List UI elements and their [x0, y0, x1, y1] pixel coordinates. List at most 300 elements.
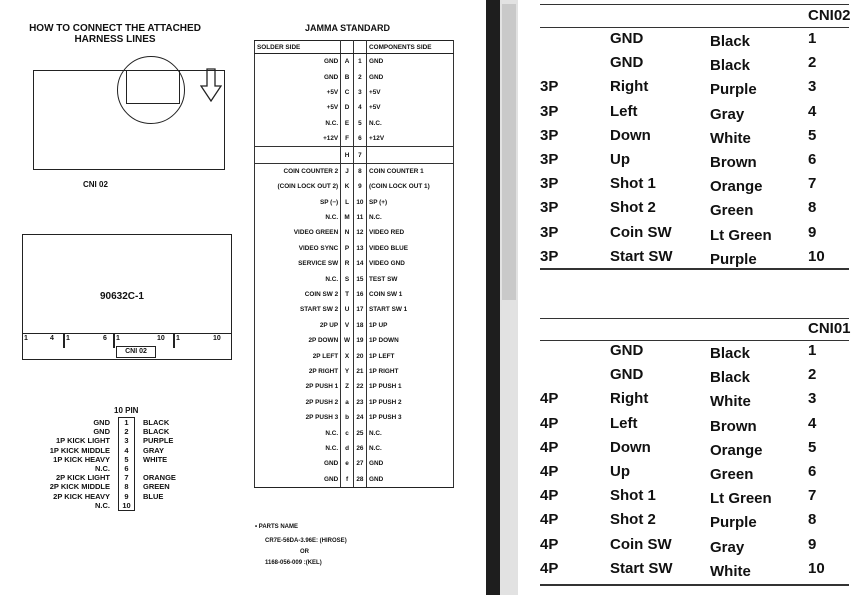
wiring-row	[540, 342, 849, 366]
component-pin-number: 8	[353, 163, 366, 179]
player-label: 4P	[540, 463, 559, 480]
pin-number: 4	[808, 414, 817, 432]
component-signal: 1P PUSH 1	[366, 379, 453, 394]
parts-name-line: 1168-056-009 :(KEL)	[265, 560, 322, 566]
component-signal: +12V	[366, 131, 453, 147]
table-header-rule	[540, 340, 849, 341]
component-pin-number: 28	[353, 472, 366, 488]
component-pin-number: 22	[353, 379, 366, 394]
wiring-row	[540, 151, 849, 175]
component-signal: 1P DOWN	[366, 333, 453, 348]
solder-pin-letter: Z	[341, 379, 354, 394]
jamma-row	[255, 318, 454, 333]
pin-number: 10	[213, 335, 221, 342]
pin-number: 4	[124, 445, 129, 455]
solder-pin-letter: V	[341, 318, 354, 333]
components-side-header: COMPONENTS SIDE	[366, 41, 453, 54]
pin-number: 3	[808, 78, 817, 96]
pin-number: 1	[24, 335, 28, 342]
wire-color: Green	[710, 202, 754, 220]
wiring-row	[540, 54, 849, 78]
wiring-row	[540, 127, 849, 151]
wiring-row	[540, 366, 849, 390]
pin-number: 10	[122, 500, 131, 510]
jamma-row	[255, 131, 454, 147]
wiring-row	[540, 224, 849, 248]
component-signal: +5V	[366, 85, 453, 100]
player-label: 4P	[540, 535, 559, 553]
table-top-rule	[540, 4, 849, 5]
connector-tag: CNI 02	[116, 346, 156, 358]
jamma-row	[255, 210, 454, 225]
wire-color: White	[710, 562, 751, 580]
wire-color: BLUE	[143, 491, 164, 501]
solder-pin-letter: P	[341, 241, 354, 256]
jamma-row	[255, 456, 454, 471]
wiring-row	[540, 199, 849, 223]
wire-color: BLACK	[143, 418, 170, 427]
pcb-connector-label: CNI 02	[83, 180, 108, 189]
jamma-row	[255, 116, 454, 131]
jamma-pinout-table	[254, 40, 454, 488]
wire-color: GRAY	[143, 445, 164, 455]
solder-signal: 2P PUSH 1	[255, 379, 341, 394]
jamma-row	[255, 256, 454, 271]
signal-label: N.C.	[95, 464, 110, 474]
solder-pin-letter: W	[341, 333, 354, 348]
solder-pin-letter: S	[341, 271, 354, 286]
player-label: 4P	[540, 438, 559, 456]
component-pin-number: 7	[353, 147, 366, 163]
solder-pin-letter: A	[341, 54, 354, 70]
component-pin-number: 19	[353, 333, 366, 348]
component-pin-number: 27	[353, 456, 366, 471]
component-signal: VIDEO GND	[366, 256, 453, 271]
wire-color: Lt Green	[710, 490, 772, 508]
pin-number: 4	[50, 335, 54, 342]
solder-signal: (COIN LOCK OUT 2)	[255, 179, 341, 194]
solder-pin-letter: Y	[341, 364, 354, 379]
function-label: Start SW	[610, 247, 673, 265]
component-pin-number: 13	[353, 241, 366, 256]
wiring-row	[540, 439, 849, 463]
pin-number: 7	[808, 175, 817, 193]
solder-signal: 2P PUSH 2	[255, 395, 341, 410]
jamma-row	[255, 302, 454, 317]
solder-signal: N.C.	[255, 441, 341, 456]
function-label: Shot 2	[610, 511, 656, 529]
jamma-row	[255, 100, 454, 115]
solder-pin-letter: a	[341, 395, 354, 410]
solder-signal: SERVICE SW	[255, 256, 341, 271]
jamma-row	[255, 69, 454, 84]
pin-number: 1	[176, 335, 180, 342]
solder-signal: N.C.	[255, 425, 341, 440]
board-part-number: 90632C-1	[100, 291, 144, 302]
component-signal: 1P PUSH 2	[366, 395, 453, 410]
pin-number: 2	[808, 366, 817, 384]
pin-number: 1	[116, 335, 120, 342]
player-label: 3P	[540, 102, 559, 120]
wire-color: Brown	[710, 417, 757, 435]
solder-pin-letter: b	[341, 410, 354, 425]
wiring-row	[540, 175, 849, 199]
component-pin-number: 9	[353, 179, 366, 194]
wire-color	[143, 464, 176, 473]
solder-pin-letter: C	[341, 85, 354, 100]
parts-name-or: OR	[300, 549, 309, 555]
solder-signal: N.C.	[255, 210, 341, 225]
ten-pin-signals	[18, 418, 110, 510]
jamma-row	[255, 241, 454, 256]
pin-number: 2	[808, 54, 817, 72]
function-label: Coin SW	[610, 535, 672, 553]
component-signal: SP (+)	[366, 195, 453, 210]
pin-number: 8	[124, 482, 129, 492]
function-label: Coin SW	[610, 223, 672, 241]
wire-color: White	[710, 393, 751, 411]
parts-name-line: CR7E-56DA-3.96E: (HIROSE)	[265, 538, 347, 544]
function-label: GND	[610, 342, 644, 359]
component-pin-number: 12	[353, 225, 366, 240]
pin-number: 3	[808, 390, 817, 408]
component-signal: COIN COUNTER 1	[366, 163, 453, 179]
wiring-row	[540, 103, 849, 127]
wire-color: PURPLE	[143, 436, 174, 446]
player-label: 3P	[540, 223, 559, 241]
function-label: Right	[610, 78, 649, 96]
solder-pin-letter: F	[341, 131, 354, 147]
component-signal: N.C.	[366, 116, 453, 131]
wiring-row	[540, 30, 849, 54]
component-pin-number: 24	[353, 410, 366, 425]
solder-pin-letter: c	[341, 425, 354, 440]
solder-pin-letter: L	[341, 195, 354, 210]
table-header-rule	[540, 27, 849, 28]
player-label: 4P	[540, 559, 559, 577]
player-label: 4P	[540, 511, 559, 529]
function-label: Shot 1	[610, 487, 656, 505]
wire-color: Brown	[710, 154, 757, 171]
table-title: CNI01	[808, 320, 851, 337]
table-bottom-rule	[540, 584, 849, 586]
solder-signal: SP (−)	[255, 195, 341, 210]
solder-pin-letter: f	[341, 472, 354, 488]
wire-color: Black	[710, 33, 751, 50]
function-label: Up	[610, 151, 630, 168]
howto-title: HOW TO CONNECT THE ATTACHED HARNESS LINES	[29, 23, 201, 45]
component-pin-number: 25	[353, 425, 366, 440]
function-label: Shot 2	[610, 199, 656, 217]
component-signal: N.C.	[366, 425, 453, 440]
solder-pin-letter: T	[341, 287, 354, 302]
signal-label: 1P KICK HEAVY	[53, 454, 110, 464]
wiring-row	[540, 511, 849, 535]
wire-color: Purple	[710, 250, 757, 268]
wire-color: GREEN	[143, 482, 170, 492]
component-pin-number: 2	[353, 69, 366, 84]
solder-pin-letter: B	[341, 69, 354, 84]
pin-number: 10	[808, 247, 825, 265]
component-signal: N.C.	[366, 441, 453, 456]
wire-color: Black	[710, 345, 751, 362]
wire-color: Gray	[710, 105, 745, 123]
component-pin-number: 18	[353, 318, 366, 333]
solder-signal: GND	[255, 456, 341, 471]
component-pin-number: 3	[353, 85, 366, 100]
signal-label: 2P KICK LIGHT	[55, 473, 110, 483]
wire-color: Purple	[710, 81, 757, 99]
pin-number: 10	[157, 335, 165, 342]
solder-signal: GND	[255, 69, 341, 84]
player-label: 4P	[540, 390, 559, 408]
player-label: 3P	[540, 175, 559, 193]
solder-pin-letter: X	[341, 348, 354, 363]
pin-number: 5	[124, 454, 129, 464]
wire-color: White	[710, 129, 751, 147]
jamma-row	[255, 85, 454, 100]
component-signal: 1P PUSH 3	[366, 410, 453, 425]
solder-signal: +12V	[255, 131, 341, 147]
component-pin-number: 11	[353, 210, 366, 225]
jamma-title: JAMMA STANDARD	[305, 23, 390, 33]
function-label: GND	[610, 366, 644, 384]
signal-label: GND	[93, 418, 110, 427]
solder-pin-letter: E	[341, 116, 354, 131]
solder-pin-letter: N	[341, 225, 354, 240]
jamma-row	[255, 364, 454, 379]
jamma-row	[255, 287, 454, 302]
component-pin-number: 10	[353, 195, 366, 210]
player-label: 4P	[540, 414, 559, 432]
pin-number: 4	[808, 102, 817, 120]
component-signal: GND	[366, 69, 453, 84]
solder-signal: +5V	[255, 85, 341, 100]
wire-color: Purple	[710, 514, 757, 532]
wiring-row	[540, 248, 849, 272]
signal-label: N.C.	[95, 500, 110, 510]
wire-color: BLACK	[143, 427, 170, 437]
pin-number: 7	[124, 473, 129, 483]
pin-number: 3	[124, 436, 129, 446]
solder-pin-letter: e	[341, 456, 354, 471]
component-pin-number: 20	[353, 348, 366, 363]
solder-signal: VIDEO GREEN	[255, 225, 341, 240]
solder-signal: 2P DOWN	[255, 333, 341, 348]
component-signal: VIDEO RED	[366, 225, 453, 240]
function-label: Shot 1	[610, 175, 656, 193]
component-signal: START SW 1	[366, 302, 453, 317]
page-gutter	[486, 0, 500, 595]
jamma-row	[255, 472, 454, 488]
function-label: Left	[610, 102, 638, 120]
wire-color: Gray	[710, 538, 745, 556]
solder-signal: +5V	[255, 100, 341, 115]
component-signal: GND	[366, 472, 453, 488]
pin-number: 1	[124, 418, 129, 427]
connector-outline	[126, 70, 180, 104]
pin-number: 5	[808, 126, 817, 144]
player-label: 3P	[540, 247, 559, 265]
component-pin-number: 1	[353, 54, 366, 70]
pin-number: 1	[66, 335, 70, 342]
pin-number: 8	[808, 511, 817, 529]
component-signal: 1P RIGHT	[366, 364, 453, 379]
player-label: 3P	[540, 199, 559, 217]
table-top-rule	[540, 318, 849, 319]
pin-number: 9	[808, 535, 817, 553]
pin-number: 10	[808, 559, 825, 577]
wire-color: Orange	[710, 178, 763, 196]
pin-number: 9	[808, 223, 817, 241]
component-signal	[366, 147, 453, 163]
solder-side-header: SOLDER SIDE	[255, 41, 341, 54]
jamma-row	[255, 379, 454, 394]
wiring-row	[540, 463, 849, 487]
wiring-row	[540, 78, 849, 102]
jamma-row	[255, 147, 454, 163]
component-signal: VIDEO BLUE	[366, 241, 453, 256]
pin-number: 7	[808, 487, 817, 505]
solder-pin-letter: K	[341, 179, 354, 194]
pin-number: 5	[808, 438, 817, 456]
wire-color: Black	[710, 57, 751, 75]
cni02-wiring-table	[540, 0, 849, 272]
wiring-row	[540, 390, 849, 414]
signal-label: GND	[93, 427, 110, 437]
function-label: GND	[610, 30, 644, 47]
player-label: 4P	[540, 487, 559, 505]
component-signal: GND	[366, 54, 453, 70]
jamma-row	[255, 333, 454, 348]
table-title: CNI02	[808, 7, 851, 24]
component-signal: GND	[366, 456, 453, 471]
jamma-row	[255, 441, 454, 456]
solder-pin-letter: J	[341, 163, 354, 179]
ten-pin-numbers	[118, 417, 135, 511]
arrow-down-icon	[200, 68, 222, 102]
pin-number: 8	[808, 199, 817, 217]
component-signal: +5V	[366, 100, 453, 115]
wire-color	[143, 501, 176, 510]
wiring-row	[540, 536, 849, 560]
component-signal: COIN SW 1	[366, 287, 453, 302]
pin-header-1	[22, 333, 64, 348]
solder-pin-letter: d	[341, 441, 354, 456]
component-signal: N.C.	[366, 210, 453, 225]
solder-signal: COIN COUNTER 2	[255, 163, 341, 179]
solder-pin-letter: D	[341, 100, 354, 115]
jamma-row	[255, 54, 454, 70]
component-pin-number: 17	[353, 302, 366, 317]
wiring-row	[540, 487, 849, 511]
solder-signal: VIDEO SYNC	[255, 241, 341, 256]
solder-signal	[255, 147, 341, 163]
jamma-row	[255, 395, 454, 410]
jamma-row	[255, 195, 454, 210]
scrollbar-thumb[interactable]	[502, 4, 516, 300]
player-label: 3P	[540, 126, 559, 144]
function-label: Down	[610, 438, 651, 456]
component-pin-number: 21	[353, 364, 366, 379]
component-signal: 1P UP	[366, 318, 453, 333]
solder-signal: 2P UP	[255, 318, 341, 333]
wiring-row	[540, 560, 849, 584]
signal-label: 2P KICK HEAVY	[53, 491, 110, 501]
solder-signal: GND	[255, 54, 341, 70]
pin-number: 6	[124, 464, 129, 474]
cni01-wiring-table	[540, 314, 849, 595]
solder-signal: 2P PUSH 3	[255, 410, 341, 425]
wire-color: Lt Green	[710, 226, 772, 244]
component-pin-number: 5	[353, 116, 366, 131]
function-label: Left	[610, 414, 638, 432]
header-spacer	[353, 41, 366, 54]
player-label: 3P	[540, 78, 559, 96]
pin-number: 9	[124, 491, 129, 501]
signal-label: 1P KICK MIDDLE	[49, 445, 110, 455]
jamma-header-row	[255, 41, 454, 54]
jamma-row	[255, 271, 454, 286]
jamma-row	[255, 225, 454, 240]
solder-pin-letter: U	[341, 302, 354, 317]
component-pin-number: 26	[353, 441, 366, 456]
component-pin-number: 23	[353, 395, 366, 410]
function-label: Right	[610, 390, 649, 408]
component-pin-number: 6	[353, 131, 366, 147]
ten-pin-title: 10 PIN	[114, 406, 139, 415]
wire-color: Green	[710, 466, 754, 483]
function-label: GND	[610, 54, 644, 72]
pin-number: 2	[124, 427, 129, 437]
pin-number: 1	[808, 30, 817, 47]
solder-pin-letter: R	[341, 256, 354, 271]
header-spacer	[341, 41, 354, 54]
signal-label: 2P KICK MIDDLE	[49, 482, 110, 492]
component-pin-number: 14	[353, 256, 366, 271]
pin-header-4	[174, 333, 232, 348]
pin-number: 6	[808, 463, 817, 480]
ten-pin-colors	[143, 418, 176, 510]
signal-label: 1P KICK LIGHT	[55, 436, 110, 446]
component-pin-number: 4	[353, 100, 366, 115]
solder-signal: N.C.	[255, 116, 341, 131]
jamma-row	[255, 410, 454, 425]
jamma-row	[255, 425, 454, 440]
wiring-row	[540, 415, 849, 439]
pin-number: 6	[103, 335, 107, 342]
jamma-row	[255, 179, 454, 194]
parts-name-title: • PARTS NAME	[255, 524, 298, 530]
wire-color: Black	[710, 369, 751, 387]
player-label: 3P	[540, 151, 559, 168]
solder-signal: GND	[255, 472, 341, 488]
component-signal: 1P LEFT	[366, 348, 453, 363]
pin-number: 1	[808, 342, 817, 359]
wire-color: Orange	[710, 441, 763, 459]
pin-number: 6	[808, 151, 817, 168]
function-label: Start SW	[610, 559, 673, 577]
component-signal: (COIN LOCK OUT 1)	[366, 179, 453, 194]
solder-signal: START SW 2	[255, 302, 341, 317]
wire-color: ORANGE	[143, 473, 176, 483]
solder-signal: N.C.	[255, 271, 341, 286]
jamma-row	[255, 348, 454, 363]
solder-signal: 2P RIGHT	[255, 364, 341, 379]
function-label: Up	[610, 463, 630, 480]
component-pin-number: 15	[353, 271, 366, 286]
component-pin-number: 16	[353, 287, 366, 302]
